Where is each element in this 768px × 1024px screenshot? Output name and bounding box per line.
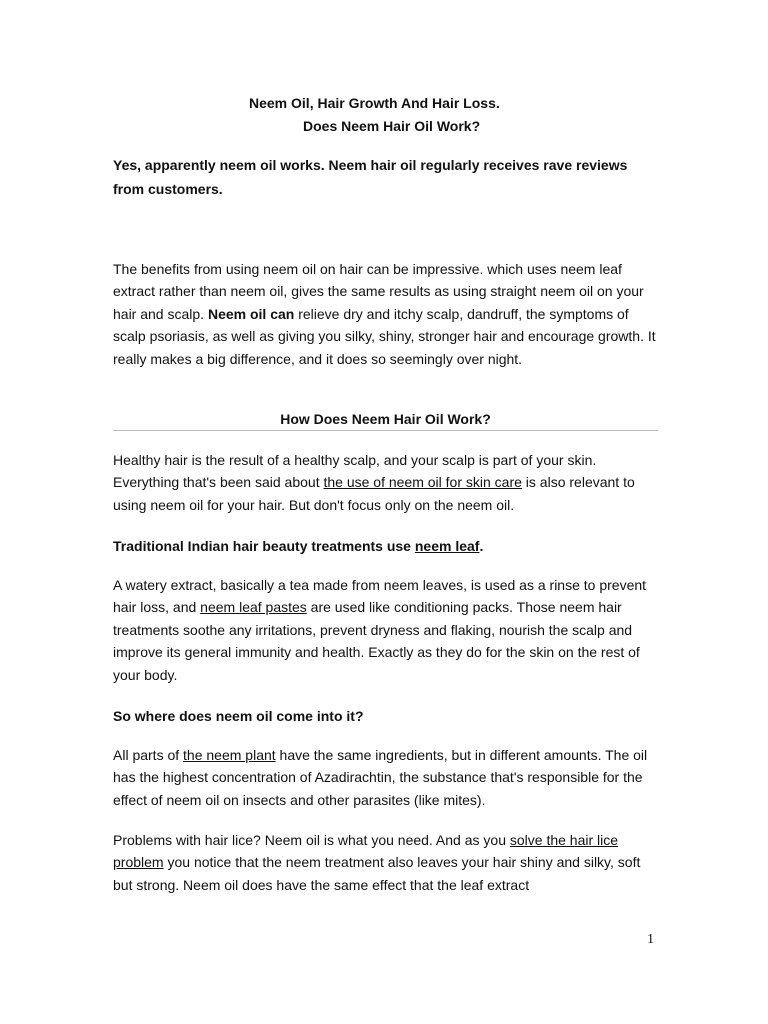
link-neem-plant[interactable]: the neem plant bbox=[183, 747, 276, 763]
paragraph-benefits bbox=[113, 258, 658, 370]
paragraph-text: Healthy hair is the result of a healthy scalp, and your scalp is part of your skin. Everything that's been said about bbox=[113, 452, 597, 491]
paragraph-healthy-hair bbox=[113, 449, 658, 516]
page-number: 1 bbox=[647, 932, 654, 947]
subheading-period: . bbox=[479, 538, 484, 554]
paragraph-text: is also relevant to using neem oil for your hair. But don't focus only on the neem oil. bbox=[113, 474, 635, 513]
title-line-2: Does Neem Hair Oil Work? bbox=[303, 118, 481, 134]
subheading-traditional bbox=[113, 535, 658, 557]
lead-paragraph: Yes, apparently neem oil works. Neem hair oil regularly receives rave reviews from customers. bbox=[113, 157, 628, 197]
paragraph-text: A watery extract, basically a tea made from neem leaves, is used as a rinse to prevent hair loss, and bbox=[113, 577, 647, 616]
paragraph-text: are used like conditioning packs. Those neem hair treatments soothe any irritations, prevent dryness and flaking, nourish the scalp and improve its general immunity and health. Exactly as they do for the skin on the rest of your body. bbox=[113, 599, 640, 683]
paragraph-hair-lice bbox=[113, 829, 658, 896]
paragraph-text: have the same ingredients, but in different amounts. The oil has the highest concentration of Azadirachtin, the substance that's responsible for the effect of neem oil on insects and other parasites (like mites). bbox=[113, 747, 648, 808]
section-heading: How Does Neem Hair Oil Work? bbox=[280, 411, 491, 427]
subheading-text: Traditional Indian hair beauty treatments use bbox=[113, 538, 415, 554]
paragraph-neem-plant bbox=[113, 744, 658, 811]
paragraph-watery-extract bbox=[113, 574, 658, 686]
title-line-1: Neem Oil, Hair Growth And Hair Loss. bbox=[249, 95, 500, 111]
link-neem-leaf[interactable]: neem leaf bbox=[414, 538, 480, 554]
paragraph-text: relieve dry and itchy scalp, dandruff, the symptoms of scalp psoriasis, as well as giving you silky, shiny, stronger hair and encourage growth. It really makes a big difference, and it does so seemingly over night. bbox=[113, 305, 656, 367]
horizontal-divider bbox=[113, 430, 658, 431]
paragraph-text: The benefits from using neem oil on hair can be impressive. which uses neem leaf extract rather than neem oil, gives the same results as using straight neem oil on your hair and scalp. bbox=[113, 261, 644, 322]
link-hair-lice-problem[interactable]: solve the hair lice problem bbox=[113, 832, 619, 871]
subheading-neem-oil: So where does neem oil come into it? bbox=[113, 708, 364, 724]
paragraph-text: Problems with hair lice? Neem oil is what you need. And as you bbox=[113, 832, 510, 848]
paragraph-text: you notice that the neem treatment also leaves your hair shiny and silky, soft but strong. Neem oil does have the same effect that the leaf extract bbox=[113, 854, 641, 893]
paragraph-text: All parts of bbox=[113, 747, 184, 763]
link-neem-leaf-pastes[interactable]: neem leaf pastes bbox=[200, 599, 307, 616]
bold-phrase: Neem oil can bbox=[207, 305, 295, 322]
link-neem-oil-skin-care[interactable]: the use of neem oil for skin care bbox=[323, 474, 522, 491]
